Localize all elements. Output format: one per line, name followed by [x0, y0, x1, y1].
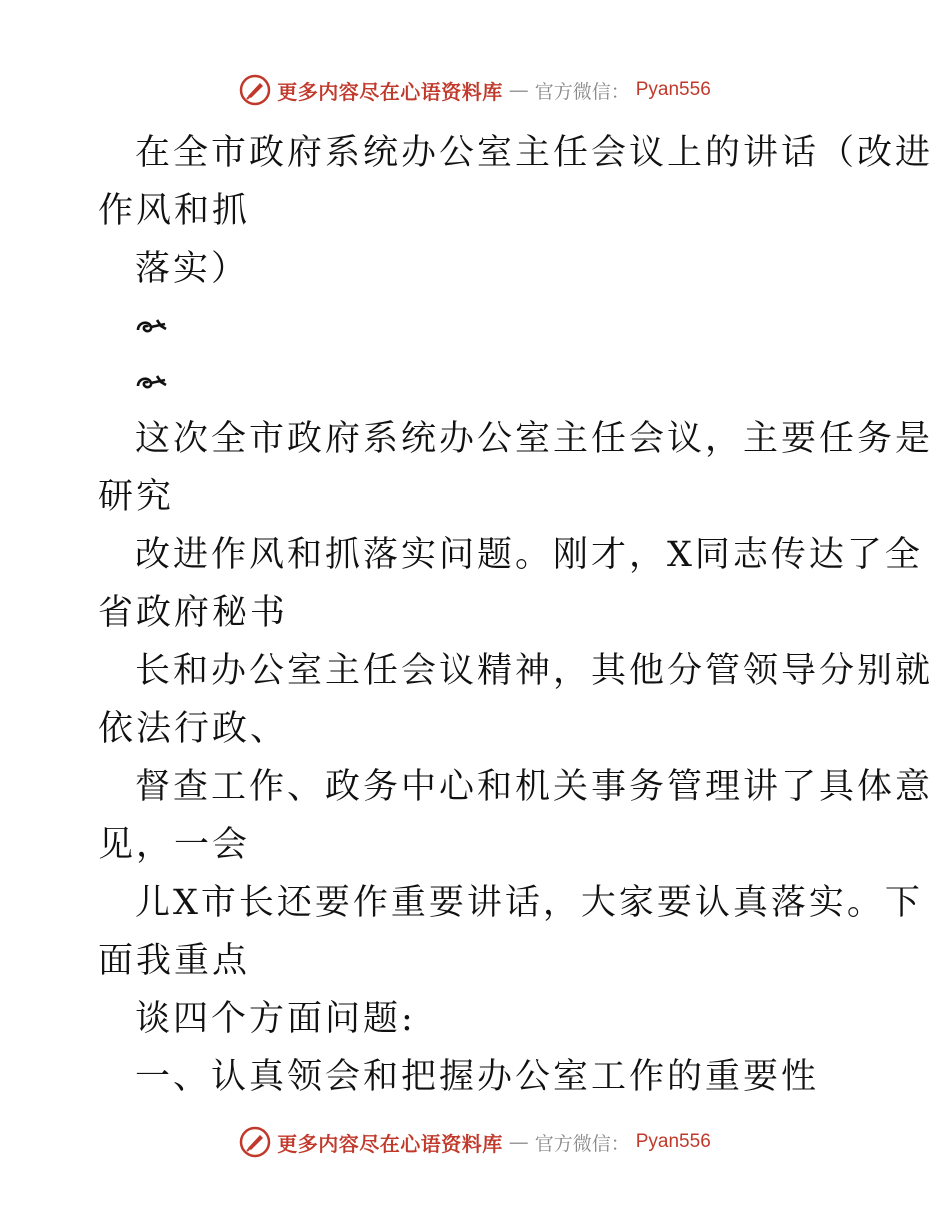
- ornament-row-1: [98, 298, 858, 354]
- document-body: [98, 124, 934, 1106]
- watermark-dash: —: [508, 78, 529, 102]
- footer-watermark: [0, 1122, 950, 1162]
- watermark-brand: 更多内容尽在心语资料库: [277, 79, 503, 104]
- fleuron-icon: [135, 370, 169, 394]
- paragraph-line: 省政府秘书: [98, 593, 289, 633]
- quill-logo-icon: [239, 74, 271, 106]
- paragraph-line: 面我重点: [98, 941, 251, 981]
- section-heading: 一、认真领会和把握办公室工作的重要性: [135, 1057, 820, 1097]
- title-line-1: 在全市政府系统办公室主任会议上的讲话（改进: [135, 133, 934, 173]
- header-watermark: [0, 70, 950, 110]
- watermark-wechat-id: Pyan556: [635, 1131, 711, 1152]
- paragraph-line: 见，一会: [98, 825, 251, 865]
- watermark-label: 官方微信：: [534, 80, 630, 103]
- paragraph-line: 谈四个方面问题:: [135, 999, 416, 1039]
- paragraph-line: 研究: [98, 477, 175, 517]
- watermark-dash: —: [508, 1130, 529, 1154]
- title-line-2: 作风和抓: [98, 191, 251, 231]
- paragraph-line: 改进作风和抓落实问题。刚才，X同志传达了全: [135, 535, 923, 575]
- paragraph-line: 依法行政、: [98, 709, 289, 749]
- watermark-brand: 更多内容尽在心语资料库: [277, 1131, 503, 1156]
- watermark-wechat-id: Pyan556: [635, 79, 711, 100]
- paragraph-line: 督查工作、政务中心和机关事务管理讲了具体意: [135, 767, 934, 807]
- title-line-3: 落实）: [135, 249, 250, 289]
- paragraph-line: 长和办公室主任会议精神，其他分管领导分别就: [135, 651, 934, 691]
- paragraph-line: 儿X市长还要作重要讲话，大家要认真落实。下: [135, 883, 923, 923]
- ornament-row-2: [98, 354, 858, 410]
- paragraph-line: 这次全市政府系统办公室主任会议，主要任务是: [135, 419, 934, 459]
- watermark-label: 官方微信：: [534, 1132, 630, 1155]
- quill-logo-icon: [239, 1126, 271, 1158]
- fleuron-icon: [135, 314, 169, 338]
